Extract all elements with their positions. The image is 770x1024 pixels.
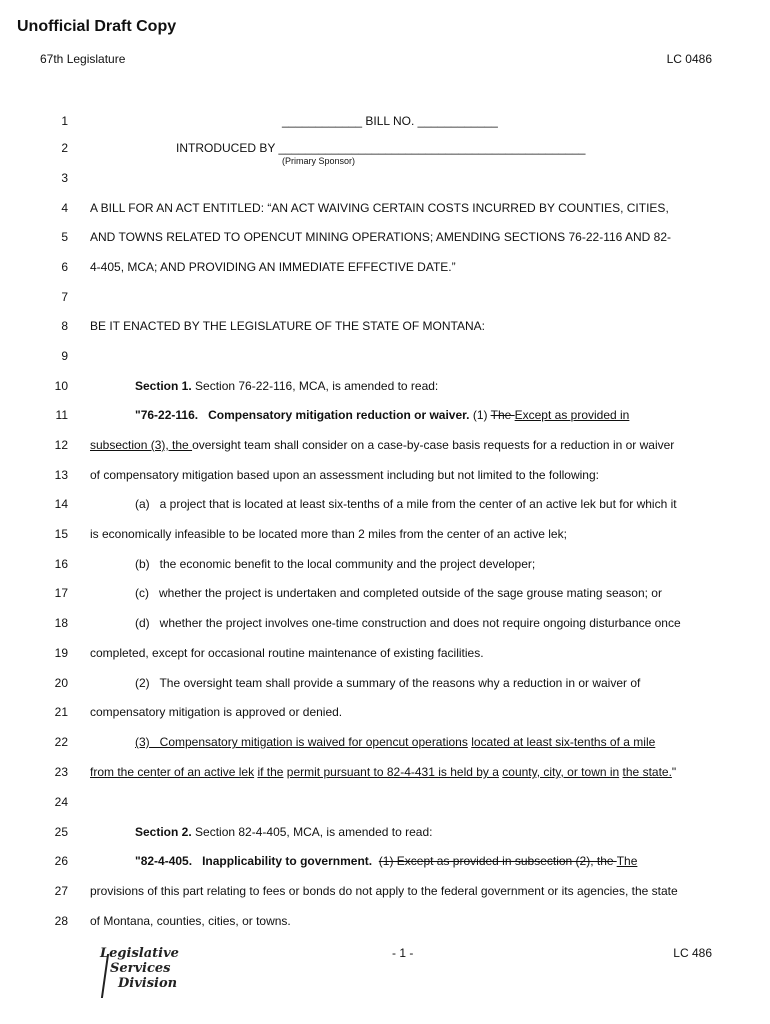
inserted-subsection-3-cont (90, 765, 676, 779)
line-13 (0, 468, 770, 488)
line-number: 27 (54, 884, 68, 898)
line-number: 2 (61, 141, 68, 155)
line-19 (0, 646, 770, 666)
line-26 (0, 854, 770, 874)
inserted-text: Except as provided in (514, 408, 630, 422)
footer-lc-number: LC 486 (673, 946, 712, 960)
enacting-clause: BE IT ENACTED BY THE LEGISLATURE OF THE STATE OF MONTANA: (90, 319, 485, 333)
line-17 (0, 586, 770, 606)
code-title: Compensatory mitigation reduction or waiver. (208, 408, 470, 422)
body-text: (c) whether the project is undertaken and completed outside of the sage grouse mating season; or (135, 586, 662, 600)
body-text: (a) a project that is located at least six-tenths of a mile from the center of an active lek but for which it (135, 497, 677, 511)
line-10 (0, 379, 770, 399)
inserted-text: the state. (622, 765, 672, 779)
line-number: 26 (54, 854, 68, 868)
line-number: 6 (61, 260, 68, 274)
inserted-subsection-3 (135, 735, 655, 749)
body-text: is economically infeasible to be located more than 2 miles from the center of an active lek; (90, 527, 567, 541)
line-number: 1 (61, 114, 68, 128)
inserted-text: subsection (3), the (90, 438, 193, 452)
line-16 (0, 557, 770, 577)
line-4 (0, 201, 770, 221)
line-number: 15 (54, 527, 68, 541)
line-number: 12 (54, 438, 68, 452)
line-number: 4 (61, 201, 68, 215)
section-1-code-line (135, 408, 629, 422)
inserted-text: The (616, 854, 638, 868)
line-24 (0, 795, 770, 815)
line-28 (0, 914, 770, 934)
logo-line: Legislative (100, 946, 179, 961)
line-25 (0, 825, 770, 845)
section-heading: Section 1. (135, 379, 192, 393)
struck-text: (1) Except as provided in subsection (2), the (378, 854, 617, 868)
section-1-intro (135, 379, 438, 393)
line-number: 10 (54, 379, 68, 393)
line-number: 7 (61, 290, 68, 304)
line-number: 23 (54, 765, 68, 779)
logo-line: Services (110, 961, 171, 976)
line-5 (0, 230, 770, 250)
body-text: (b) the economic benefit to the local community and the project developer; (135, 557, 536, 571)
page-number: - 1 - (392, 946, 414, 960)
section-intro-text: Section 82-4-405, MCA, is amended to read: (191, 825, 433, 839)
body-text-rest: oversight team shall consider on a case-by-case basis requests for a reduction in or waiver (192, 438, 675, 452)
line-11 (0, 408, 770, 428)
subsection-number: (1) (469, 408, 491, 422)
legislative-services-division-logo (100, 946, 179, 991)
inserted-text: if the (257, 765, 284, 779)
body-text: compensatory mitigation is approved or denied. (90, 705, 343, 719)
body-text: completed, except for occasional routine maintenance of existing facilities. (90, 646, 484, 660)
line-27 (0, 884, 770, 904)
logo-line: Division (118, 976, 178, 991)
line-number: 16 (54, 557, 68, 571)
line-18 (0, 616, 770, 636)
line-23 (0, 765, 770, 785)
line-number: 3 (61, 171, 68, 185)
line-number: 18 (54, 616, 68, 630)
struck-text: The (490, 408, 515, 422)
body-text: (d) whether the project involves one-time construction and does not require ongoing disturbance once (135, 616, 681, 630)
line-number: 8 (61, 319, 68, 333)
inserted-text: from the center of an active lek (90, 765, 255, 779)
body-text: provisions of this part relating to fees or bonds do not apply to the federal government or its agencies, the state (90, 884, 678, 898)
body-text: of compensatory mitigation based upon an assessment including but not limited to the following: (90, 468, 599, 482)
section-2-intro (135, 825, 432, 839)
bill-title-line: AND TOWNS RELATED TO OPENCUT MINING OPERATIONS; AMENDING SECTIONS 76-22-116 AND 82- (90, 230, 672, 244)
inserted-text: (3) Compensatory mitigation is waived for opencut operations (135, 735, 468, 749)
draft-label: Unofficial Draft Copy (17, 18, 177, 35)
inserted-text: permit pursuant to 82-4-431 is held by a (286, 765, 499, 779)
line-number: 24 (54, 795, 68, 809)
line-number: 28 (54, 914, 68, 928)
line-3 (0, 171, 770, 191)
line-9 (0, 349, 770, 369)
line-number: 25 (54, 825, 68, 839)
line-number: 11 (55, 408, 68, 422)
line-12 (0, 438, 770, 458)
line-2 (0, 141, 770, 161)
line-15 (0, 527, 770, 547)
line-1 (0, 114, 770, 134)
inserted-text: county, city, or town in (502, 765, 620, 779)
section-2-code-line (135, 854, 637, 868)
body-text (90, 438, 674, 452)
line-number: 13 (54, 468, 68, 482)
line-21 (0, 705, 770, 725)
line-22 (0, 735, 770, 755)
section-heading: Section 2. (135, 825, 192, 839)
legislature-label: 67th Legislature (40, 52, 126, 66)
line-number: 19 (54, 646, 68, 660)
introduced-by-line: INTRODUCED BY ______________________________________________ (176, 141, 586, 155)
line-number: 14 (54, 497, 68, 511)
body-text: of Montana, counties, cities, or towns. (90, 914, 291, 928)
line-20 (0, 676, 770, 696)
code-title: Inapplicability to government. (202, 854, 373, 868)
body-text: (2) The oversight team shall provide a summary of the reasons why a reduction in or waiver of (135, 676, 641, 690)
line-number: 17 (54, 586, 68, 600)
line-8 (0, 319, 770, 339)
code-number: "82-4-405. (135, 854, 193, 868)
lc-number: LC 0486 (666, 52, 712, 66)
bill-title-line: A BILL FOR AN ACT ENTITLED: “AN ACT WAIVING CERTAIN COSTS INCURRED BY COUNTIES, CITIES, (90, 201, 669, 215)
line-6 (0, 260, 770, 280)
bill-number-line: ____________ BILL NO. ____________ (282, 114, 498, 128)
section-intro-text: Section 76-22-116, MCA, is amended to read: (191, 379, 439, 393)
primary-sponsor-label: (Primary Sponsor) (282, 156, 356, 166)
line-14 (0, 497, 770, 517)
line-7 (0, 290, 770, 310)
inserted-text: located at least six-tenths of a mile (471, 735, 656, 749)
line-number: 22 (54, 735, 68, 749)
line-number: 20 (54, 676, 68, 690)
line-number: 9 (61, 349, 68, 363)
closing-quote: " (671, 765, 677, 779)
bill-title-line: 4-405, MCA; AND PROVIDING AN IMMEDIATE EFFECTIVE DATE.” (90, 260, 456, 274)
line-number: 5 (61, 230, 68, 244)
line-number: 21 (54, 705, 68, 719)
code-number: "76-22-116. (135, 408, 199, 422)
